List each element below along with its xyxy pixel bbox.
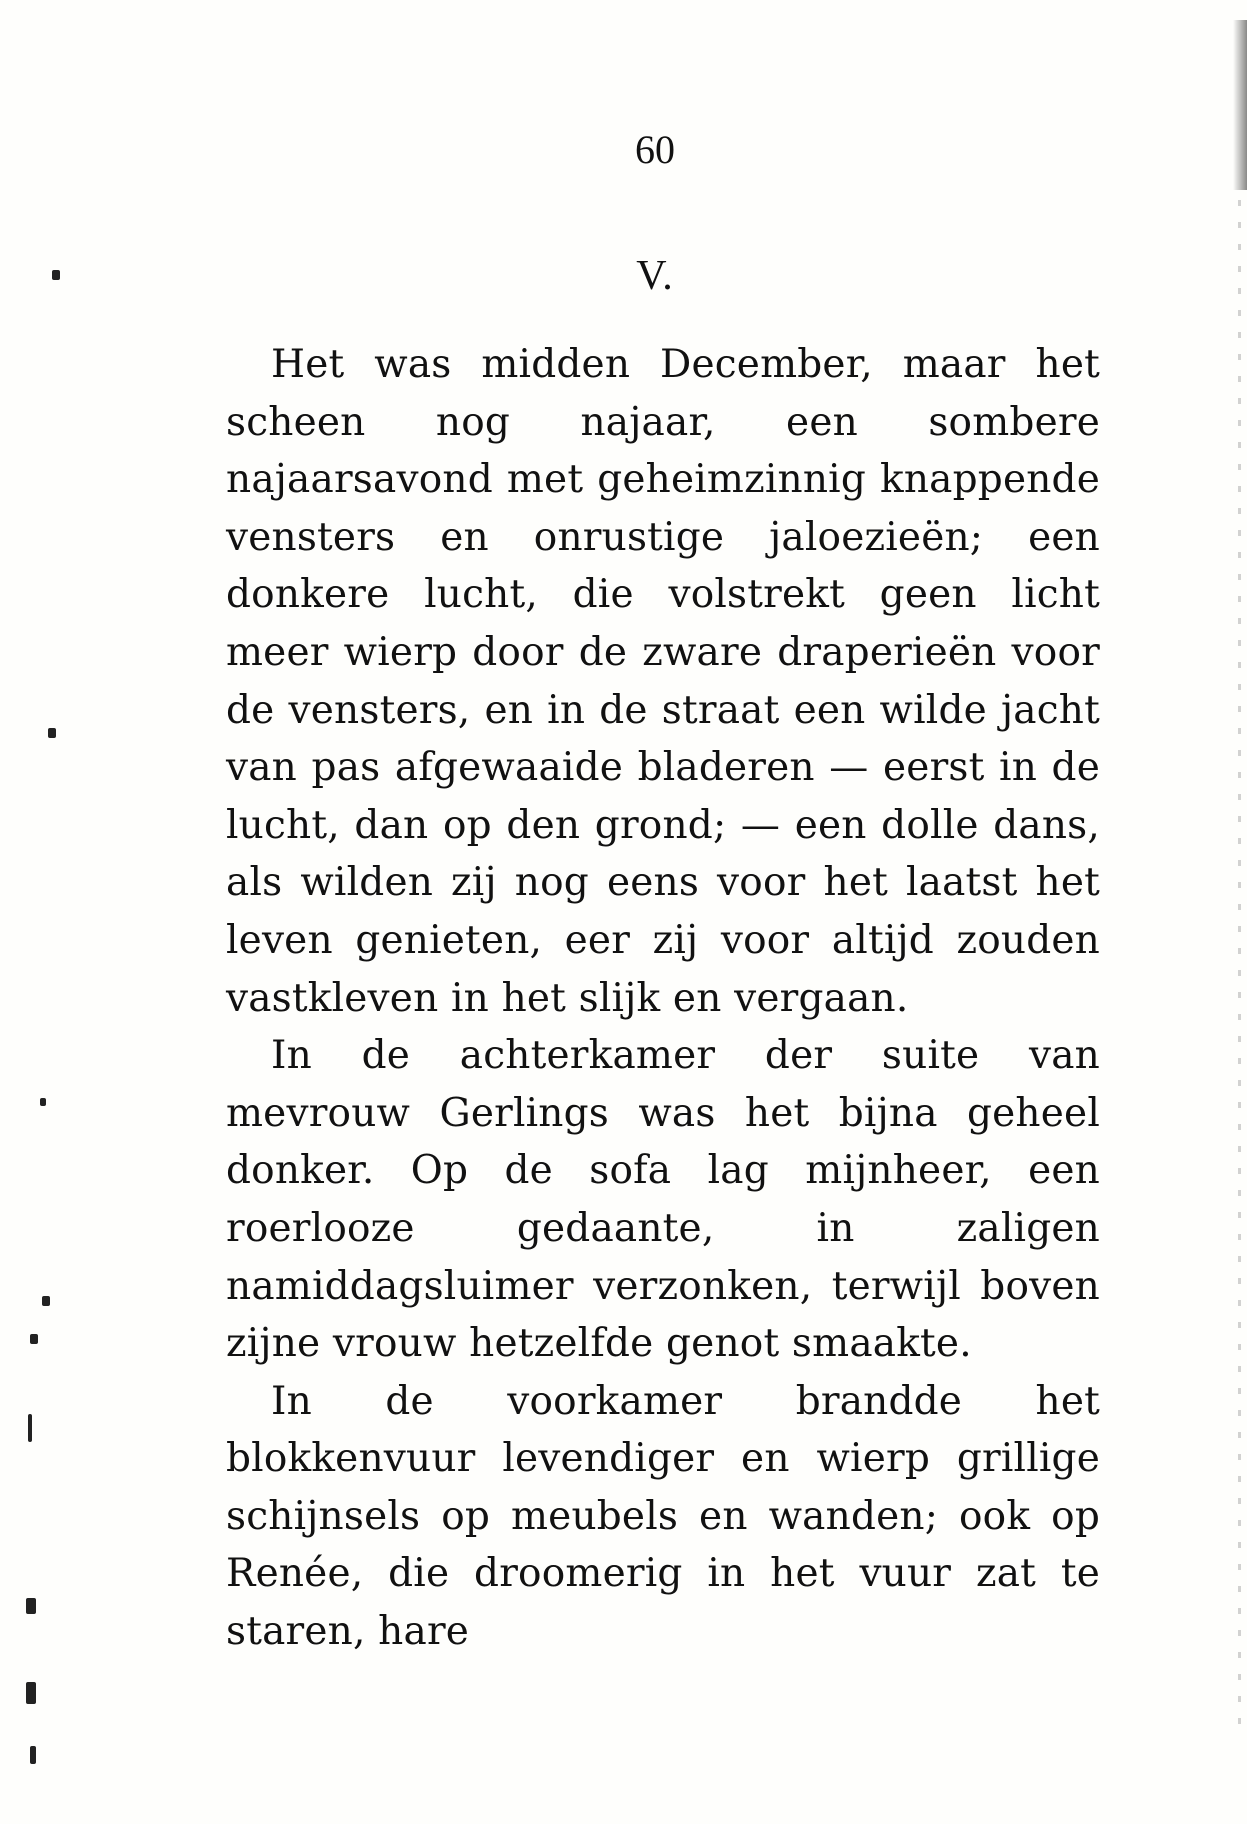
scan-speck xyxy=(30,1746,36,1764)
paragraph: In de voorkamer brandde het blokkenvuur levendiger en wierp grillige schijnsels op meubels en wanden; ook op Renée, die droomerig in het vuur zat te staren, hare xyxy=(226,1378,1100,1655)
paragraph: In de achterkamer der suite van mevrouw Gerlings was het bijna geheel donker. Op de sofa lag mijnheer, een roerlooze gedaante, in zaligen namiddagsluimer verzonken, terwijl boven zijne vrouw hetzelfde genot smaakte. xyxy=(226,1033,1100,1367)
page-number: 60 xyxy=(635,127,675,172)
scan-speck xyxy=(26,1598,36,1614)
body-text xyxy=(226,336,1100,1661)
scan-edge-marks xyxy=(1238,200,1241,1740)
scan-speck xyxy=(42,1296,50,1306)
scan-speck xyxy=(48,728,56,738)
scan-speck xyxy=(28,1414,32,1442)
scan-speck xyxy=(40,1098,46,1106)
paragraph: Het was midden December, maar het scheen nog najaar, een sombere najaarsavond met geheimzinnig knappende vensters en onrustige jaloezieën; een donkere lucht, die volstrekt geen licht meer wierp door de zware draperieën voor de vensters, en in de straat een wilde jacht van pas afgewaaide bladeren — eerst in de lucht, dan op den grond; — een dolle dans, als wilden zij nog eens voor het laatst het leven genieten, eer zij voor altijd zouden vastkleven in het slijk en vergaan. xyxy=(226,342,1100,1021)
scan-speck xyxy=(26,1682,36,1704)
scan-speck xyxy=(30,1334,38,1344)
chapter-heading: V. xyxy=(636,253,674,299)
